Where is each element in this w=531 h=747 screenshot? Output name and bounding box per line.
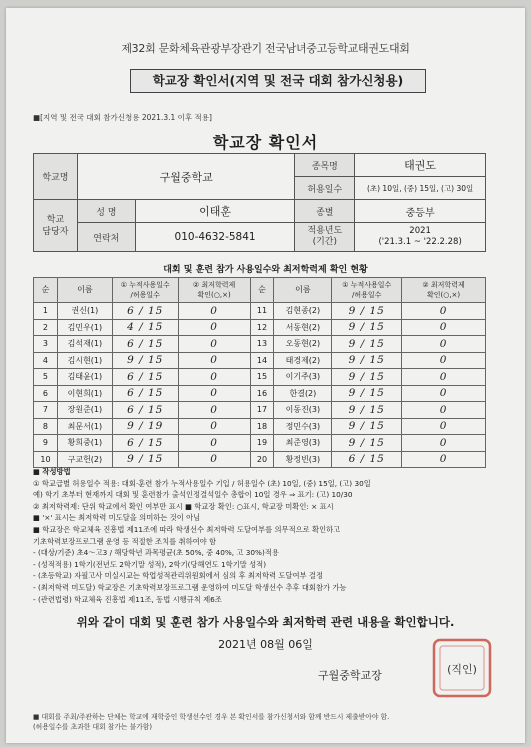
table-row [34, 418, 486, 435]
grade-check: 0 [402, 435, 486, 452]
header-no: 순 [34, 278, 58, 303]
grade-check: 0 [178, 385, 250, 402]
student-number: 12 [250, 319, 274, 336]
instruction-line: ■ 학교장은 학교체육 진흥법 제11조에 따라 학생선수 최저학력 도달여부를 의무적으로 확인하고 [33, 524, 341, 534]
days-used: 6 / 15 [112, 369, 178, 386]
student-name: 태경제(2) [274, 352, 332, 369]
grade-check: 0 [402, 303, 486, 320]
student-number: 1 [34, 303, 58, 320]
school-label: 학교명 [34, 154, 78, 200]
sport-value: 태권도 [355, 154, 486, 177]
student-name: 최문서(1) [57, 418, 112, 435]
student-name: 권신(1) [57, 303, 112, 320]
instruction-line: ■ '×' 표시는 최저학력 미도달을 의미하는 것이 아님 [33, 513, 201, 523]
grade-check: 0 [178, 369, 250, 386]
instruction-line: - (대상/기준) 초4～고3 / 해당학년 과목평균(초 50%, 중 40%, 고 30%)적용 [33, 548, 279, 558]
manager-label: 학교 담당자 [34, 200, 78, 252]
student-number: 17 [250, 402, 274, 419]
student-name: 황희중(1) [57, 435, 112, 452]
student-name: 이동진(3) [274, 402, 332, 419]
manager-name: 이태훈 [135, 200, 295, 223]
header-name: 이름 [57, 278, 112, 303]
grade-check: 0 [178, 451, 250, 468]
header-grade: ② 최저학력제 확인(○,×) [178, 278, 250, 303]
grade-check: 0 [402, 402, 486, 419]
instruction-line: - (최저학력 미도달) 학교장은 기초학력보장프로그램 운영하여 미도달 학생선수 추후 대회참가 가능 [33, 582, 347, 592]
days-used: 9 / 19 [112, 418, 178, 435]
grade-check: 0 [178, 418, 250, 435]
main-title: 학교장 확인서 [212, 133, 319, 152]
year-label: 적용년도 (기간) [295, 223, 355, 252]
roster-title: 대회 및 훈련 참가 사용일수와 최저학력제 확인 현황 [163, 265, 368, 275]
student-number: 8 [34, 418, 58, 435]
grade-check: 0 [178, 319, 250, 336]
info-table [33, 153, 486, 252]
days-used: 6 / 15 [112, 385, 178, 402]
instruction-line: - (관련법령) 학교체육 진흥법 제11조, 동법 시행규칙 제6조 [33, 594, 222, 604]
allowed-days-value: (초) 10일, (중) 15일, (고) 30일 [355, 177, 486, 200]
grade-check: 0 [402, 451, 486, 468]
roster-body [34, 303, 486, 468]
grade-check: 0 [178, 402, 250, 419]
grade-check: 0 [402, 336, 486, 353]
student-number: 11 [250, 303, 274, 320]
student-number: 15 [250, 369, 274, 386]
student-name: 서동현(2) [274, 319, 332, 336]
footer-note: ■ 대회를 주최/주관하는 단체는 학교에 재학중인 학생선수인 경우 본 확인서를 참가신청서와 함께 반드시 제출받아야 함. (허용일수를 초과한 대회 참가는 불가함) [33, 713, 390, 731]
table-row [34, 402, 486, 419]
event-title: 제32회 문화체육관광부장관기 전국남녀중고등학교태권도대회 [121, 42, 410, 55]
student-number: 10 [34, 451, 58, 468]
days-used: 9 / 15 [112, 451, 178, 468]
table-row [34, 435, 486, 452]
student-number: 2 [34, 319, 58, 336]
seal-label: (직인) [447, 663, 477, 676]
student-name: 최준영(3) [274, 435, 332, 452]
table-row [34, 385, 486, 402]
student-number: 18 [250, 418, 274, 435]
days-used: 6 / 15 [112, 336, 178, 353]
phone-label: 연락처 [77, 223, 135, 252]
principal-signature: 구월중학교장 [318, 669, 382, 682]
grade-check: 0 [178, 435, 250, 452]
days-used: 9 / 15 [332, 435, 402, 452]
form-note: ■[지역 및 전국 대회 참가신청용 2021.3.1 이후 적용] [33, 113, 212, 122]
grade-check: 0 [178, 352, 250, 369]
header-grade-2: ② 최저학력제 확인(○,×) [402, 278, 486, 303]
student-number: 5 [34, 369, 58, 386]
year-value: 2021 [409, 226, 431, 236]
student-name: 구교헌(2) [57, 451, 112, 468]
confirmation-statement: 위와 같이 대회 및 훈련 참가 사용일수와 최저학력 관련 내용을 확인합니다. [76, 615, 455, 629]
instructions [33, 466, 493, 605]
student-number: 20 [250, 451, 274, 468]
header-days-2: ① 누적사용일수 /허용일수 [332, 278, 402, 303]
days-used: 9 / 15 [332, 385, 402, 402]
student-number: 7 [34, 402, 58, 419]
student-name: 한결(2) [274, 385, 332, 402]
official-seal-icon [431, 637, 493, 699]
instruction-line: - (성적적용) 1학기(전년도 2학기말 성적), 2학기(당해연도 1학기말 성적) [33, 559, 267, 569]
days-used: 9 / 15 [332, 352, 402, 369]
division-label: 종별 [295, 200, 355, 223]
student-number: 13 [250, 336, 274, 353]
year-cell [355, 223, 486, 252]
period-value: ('21.3.1 ~ '22.2.28) [378, 237, 462, 247]
student-number: 14 [250, 352, 274, 369]
days-used: 9 / 15 [332, 303, 402, 320]
document-page [6, 8, 525, 743]
grade-check: 0 [178, 336, 250, 353]
student-name: 김태윤(1) [57, 369, 112, 386]
name-label: 성 명 [77, 200, 135, 223]
student-name: 김민우(1) [57, 319, 112, 336]
days-used: 9 / 15 [332, 369, 402, 386]
student-number: 3 [34, 336, 58, 353]
student-name: 이기주(3) [274, 369, 332, 386]
student-name: 김시현(1) [57, 352, 112, 369]
header-days: ① 누적사용일수 /허용일수 [112, 278, 178, 303]
issue-date: 2021년 08월 06일 [218, 638, 313, 651]
days-used: 9 / 15 [112, 352, 178, 369]
table-row [34, 319, 486, 336]
table-row [34, 303, 486, 320]
grade-check: 0 [178, 303, 250, 320]
table-row [34, 336, 486, 353]
school-name: 구월중학교 [77, 154, 294, 200]
days-used: 9 / 15 [332, 418, 402, 435]
student-name: 황정빈(3) [274, 451, 332, 468]
student-name: 오동현(2) [274, 336, 332, 353]
days-used: 9 / 15 [332, 319, 402, 336]
student-number: 19 [250, 435, 274, 452]
allowed-days-label: 허용일수 [295, 177, 355, 200]
header-name-2: 이름 [274, 278, 332, 303]
grade-check: 0 [402, 352, 486, 369]
grade-check: 0 [402, 369, 486, 386]
grade-check: 0 [402, 319, 486, 336]
form-title-box: 학교장 확인서(지역 및 전국 대회 참가신청용) [130, 69, 426, 93]
student-name: 장원준(1) [57, 402, 112, 419]
days-used: 6 / 15 [112, 303, 178, 320]
student-number: 4 [34, 352, 58, 369]
roster-table [33, 277, 486, 468]
sport-label: 종목명 [295, 154, 355, 177]
grade-check: 0 [402, 418, 486, 435]
instruction-line: - (초등학교) 자필고사 미실시교는 학업성적관리위원회에서 심의 후 최저학력 도달여부 결정 [33, 571, 324, 581]
days-used: 9 / 15 [332, 402, 402, 419]
instruction-line: ① 학교급별 허용일수 적용: 대회·훈련 참가 누적사용일수 기입 / 허용일수 (초) 10일, (중) 15일, (고) 30일 [33, 478, 371, 488]
table-row [34, 352, 486, 369]
student-number: 9 [34, 435, 58, 452]
division-value: 중등부 [355, 200, 486, 223]
instructions-heading: ■ 작성방법 [33, 467, 71, 476]
student-number: 16 [250, 385, 274, 402]
instruction-line: 예) 학기 초부터 현재까지 대회 및 훈련참가 출석인정결석일수 총합이 10일 경우 ⇒ 표기: (고) 10/30 [33, 490, 353, 500]
days-used: 9 / 15 [332, 336, 402, 353]
days-used: 6 / 15 [112, 402, 178, 419]
days-used: 6 / 15 [112, 435, 178, 452]
student-name: 김석재(1) [57, 336, 112, 353]
student-name: 정민수(3) [274, 418, 332, 435]
days-used: 4 / 15 [112, 319, 178, 336]
instruction-line: ② 최저학력제: 단위 학교에서 확인 여부만 표시 ■ 학교장 확인: ○표시, 학교장 미확인: × 표시 [33, 501, 334, 511]
instruction-line: 기초학력보장프로그램 운영 등 적절한 조치를 취하여야 함 [33, 536, 217, 546]
phone-value: 010-4632-5841 [135, 223, 295, 252]
table-row [34, 369, 486, 386]
student-name: 이현희(1) [57, 385, 112, 402]
days-used: 6 / 15 [332, 451, 402, 468]
header-no-2: 순 [250, 278, 274, 303]
student-name: 김현종(2) [274, 303, 332, 320]
student-number: 6 [34, 385, 58, 402]
grade-check: 0 [402, 385, 486, 402]
